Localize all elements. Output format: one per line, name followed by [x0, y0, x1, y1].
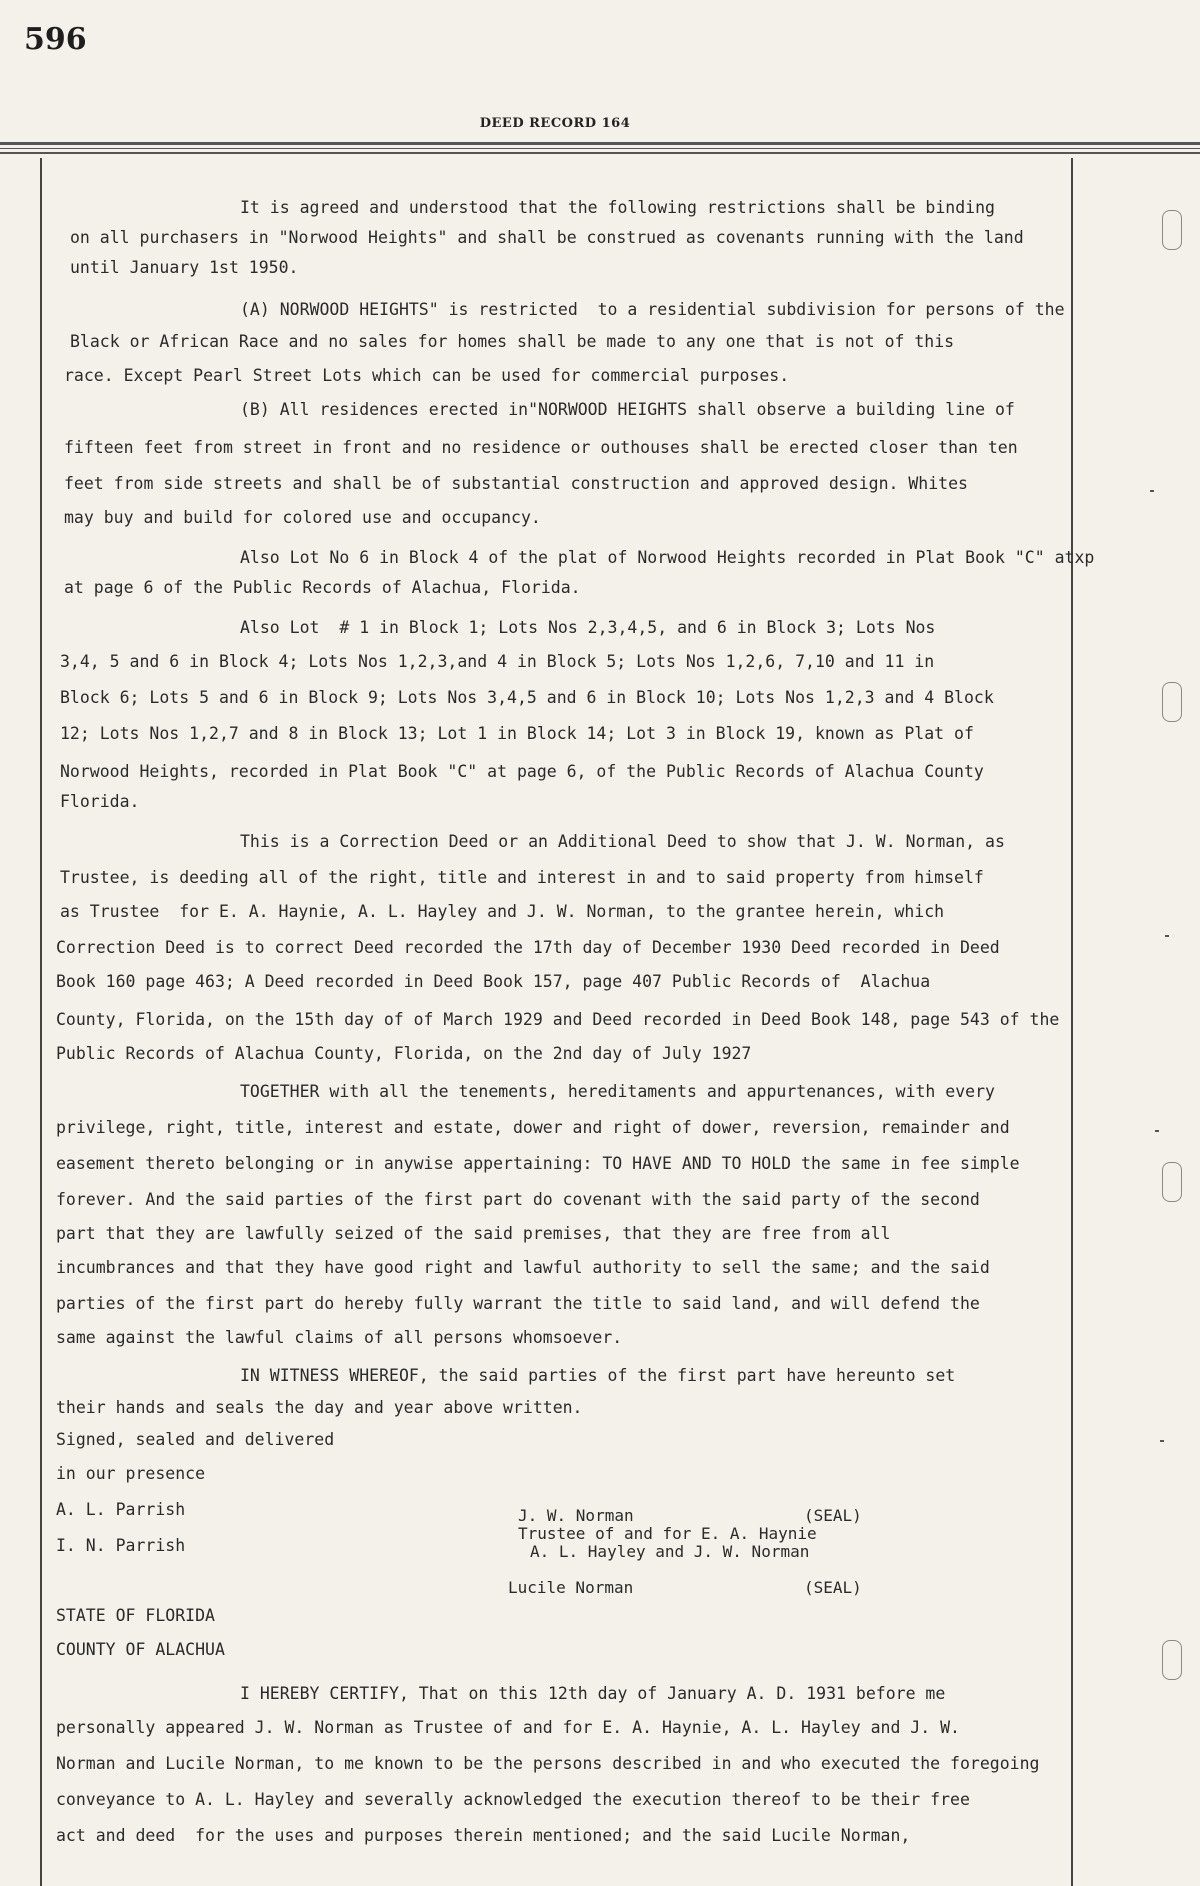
deed-line: County, Florida, on the 15th day of of March 1929 and Deed recorded in Deed Book 148, page 543 of the: [56, 1010, 1060, 1029]
ink-speck: [1155, 1130, 1159, 1132]
deed-line: Signed, sealed and delivered: [56, 1430, 335, 1449]
header-rule-bottom: [0, 152, 1200, 154]
deed-line: race. Except Pearl Street Lots which can be used for commercial purposes.: [64, 366, 790, 385]
deed-line: part that they are lawfully seized of the said premises, that they are free from all: [56, 1224, 891, 1243]
deed-line: same against the lawful claims of all persons whomsoever.: [56, 1328, 623, 1347]
seal-label: (SEAL): [804, 1506, 862, 1525]
deed-line: privilege, right, title, interest and estate, dower and right of dower, reversion, remainder and: [56, 1118, 1010, 1137]
deed-line: 12; Lots Nos 1,2,7 and 8 in Block 13; Lot 1 in Block 14; Lot 3 in Block 19, known as Plat of: [60, 724, 974, 743]
deed-line: Also Lot # 1 in Block 1; Lots Nos 2,3,4,5, and 6 in Block 3; Lots Nos: [240, 618, 936, 637]
certificate-line: Norman and Lucile Norman, to me known to be the persons described in and who executed the foregoing: [56, 1754, 1040, 1773]
binder-hole: [1162, 210, 1182, 250]
ink-speck: [1160, 1440, 1164, 1442]
deed-line: fifteen feet from street in front and no residence or outhouses shall be erected closer than ten: [64, 438, 1018, 457]
deed-line: (B) All residences erected in"NORWOOD HEIGHTS shall observe a building line of: [240, 400, 1015, 419]
deed-line: Book 160 page 463; A Deed recorded in Deed Book 157, page 407 Public Records of Alachua: [56, 972, 931, 991]
deed-line: as Trustee for E. A. Haynie, A. L. Hayley and J. W. Norman, to the grantee herein, which: [60, 902, 945, 921]
witness-name: I. N. Parrish: [56, 1536, 186, 1555]
deed-line: Also Lot No 6 in Block 4 of the plat of Norwood Heights recorded in Plat Book "C" atxp: [240, 548, 1095, 567]
witness-name: A. L. Parrish: [56, 1500, 186, 1519]
ink-speck: [1150, 490, 1154, 492]
deed-line: on all purchasers in "Norwood Heights" and shall be construed as covenants running with the land: [70, 228, 1024, 247]
binder-hole: [1162, 1640, 1182, 1680]
deed-line: TOGETHER with all the tenements, hereditaments and appurtenances, with every: [240, 1082, 995, 1101]
seal-label: (SEAL): [804, 1578, 862, 1597]
deed-line: in our presence: [56, 1464, 206, 1483]
right-margin-line: [1071, 158, 1073, 1886]
deed-line: (A) NORWOOD HEIGHTS" is restricted to a residential subdivision for persons of the: [240, 300, 1065, 319]
deed-line: may buy and build for colored use and occupancy.: [64, 508, 541, 527]
signer-capacity: A. L. Hayley and J. W. Norman: [530, 1542, 810, 1561]
ink-speck: [1165, 935, 1169, 937]
certificate-line: I HEREBY CERTIFY, That on this 12th day of January A. D. 1931 before me: [240, 1684, 946, 1703]
deed-line: Block 6; Lots 5 and 6 in Block 9; Lots Nos 3,4,5 and 6 in Block 10; Lots Nos 1,2,3 and 4 Block: [60, 688, 994, 707]
deed-line: easement thereto belonging or in anywise appertaining: TO HAVE AND TO HOLD the same in fee simple: [56, 1154, 1020, 1173]
certificate-line: conveyance to A. L. Hayley and severally acknowledged the execution thereof to be their free: [56, 1790, 970, 1809]
header-rule-middle: [0, 148, 1200, 149]
deed-line: until January 1st 1950.: [70, 258, 299, 277]
certificate-line: act and deed for the uses and purposes therein mentioned; and the said Lucile Norman,: [56, 1826, 911, 1845]
deed-line: their hands and seals the day and year above written.: [56, 1398, 583, 1417]
deed-line: Florida.: [60, 792, 140, 811]
signer-name: J. W. Norman: [518, 1506, 634, 1525]
signer-capacity: Trustee of and for E. A. Haynie: [518, 1524, 817, 1543]
signer-name: Lucile Norman: [508, 1578, 634, 1597]
deed-line: IN WITNESS WHEREOF, the said parties of the first part have hereunto set: [240, 1366, 956, 1385]
page-number: 596: [24, 22, 87, 57]
binder-hole: [1162, 682, 1182, 722]
deed-line: Correction Deed is to correct Deed recorded the 17th day of December 1930 Deed recorded in Deed: [56, 938, 1000, 957]
header-rule-top: [0, 142, 1200, 145]
deed-line: Black or African Race and no sales for homes shall be made to any one that is not of this: [70, 332, 955, 351]
deed-line: Norwood Heights, recorded in Plat Book "C" at page 6, of the Public Records of Alachua County: [60, 762, 984, 781]
deed-line: feet from side streets and shall be of substantial construction and approved design. Whites: [64, 474, 968, 493]
deed-line: forever. And the said parties of the first part do covenant with the said party of the second: [56, 1190, 980, 1209]
deed-line: Public Records of Alachua County, Florida, on the 2nd day of July 1927: [56, 1044, 752, 1063]
deed-line: This is a Correction Deed or an Additional Deed to show that J. W. Norman, as: [240, 832, 1005, 851]
deed-line: Trustee, is deeding all of the right, title and interest in and to said property from himself: [60, 868, 984, 887]
venue-county: COUNTY OF ALACHUA: [56, 1640, 225, 1659]
deed-line: at page 6 of the Public Records of Alachua, Florida.: [64, 578, 581, 597]
record-title: DEED RECORD 164: [479, 116, 631, 131]
certificate-line: personally appeared J. W. Norman as Trustee of and for E. A. Haynie, A. L. Hayley and J. W.: [56, 1718, 960, 1737]
deed-line: 3,4, 5 and 6 in Block 4; Lots Nos 1,2,3,and 4 in Block 5; Lots Nos 1,2,6, 7,10 and 11 in: [60, 652, 935, 671]
deed-line: parties of the first part do hereby fully warrant the title to said land, and will defend the: [56, 1294, 980, 1313]
deed-line: It is agreed and understood that the following restrictions shall be binding: [240, 198, 995, 217]
venue-state: STATE OF FLORIDA: [56, 1606, 215, 1625]
left-margin-line: [40, 158, 42, 1886]
deed-line: incumbrances and that they have good right and lawful authority to sell the same; and the said: [56, 1258, 990, 1277]
binder-hole: [1162, 1162, 1182, 1202]
